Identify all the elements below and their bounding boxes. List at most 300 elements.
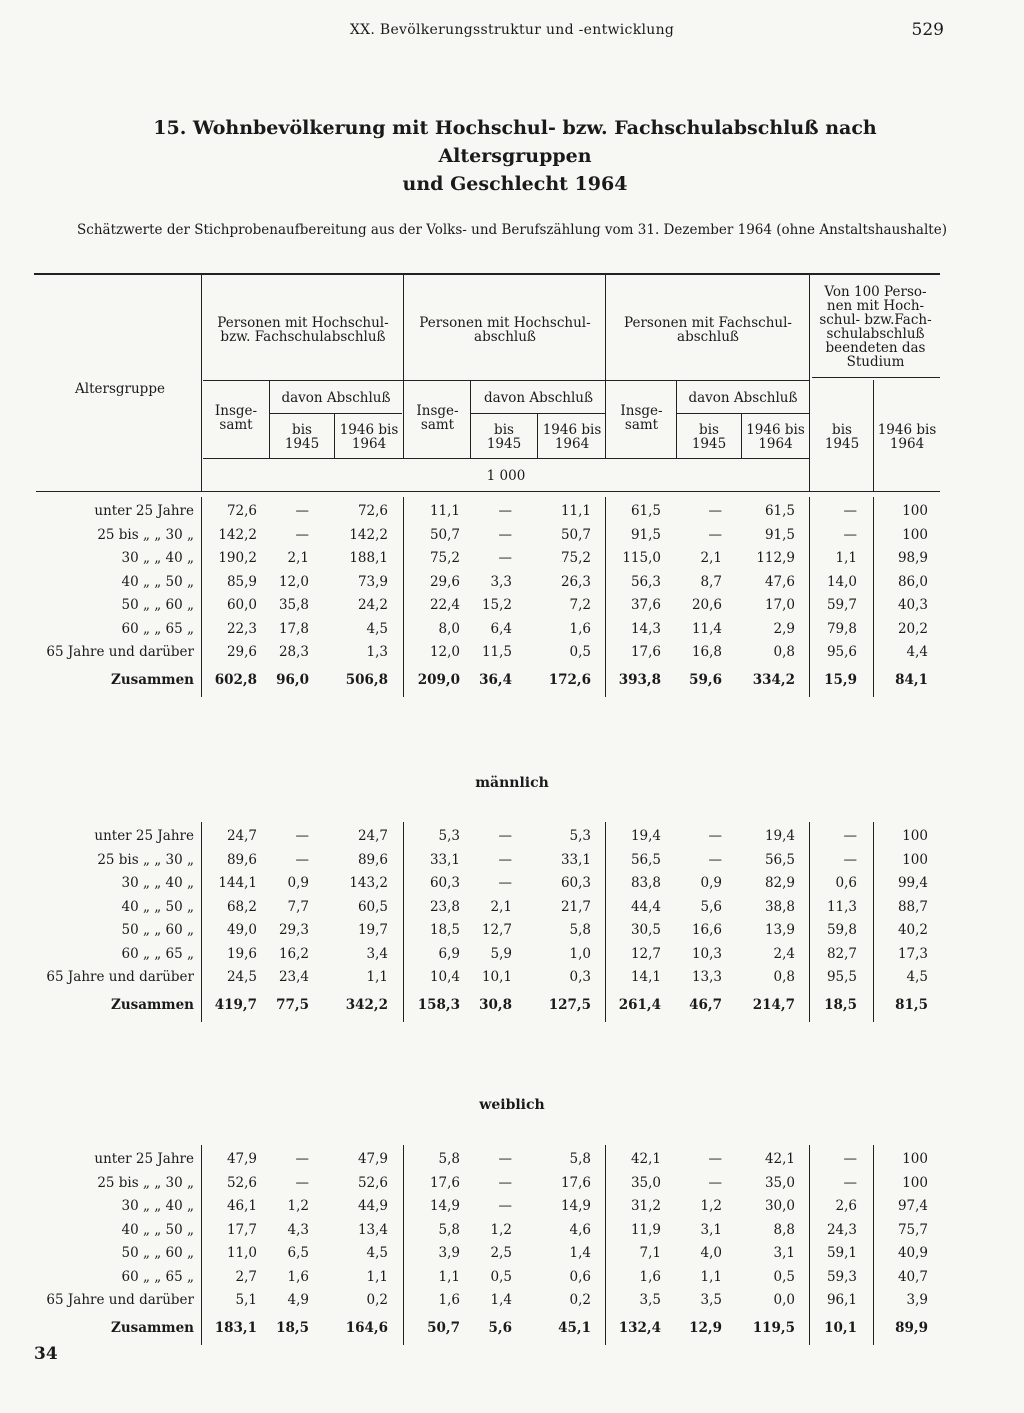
table-row: [0, 922, 1024, 944]
table-subtitle: Schätzwerte der Stichprobenaufbereitung aus der Volks- und Berufszählung vom 31. Dezember 1964 (ohne Anstaltshaushalte): [77, 222, 947, 238]
header-text: Personen mit Hochschul-: [419, 315, 591, 331]
header-text: bis: [494, 422, 514, 438]
table-cell: 56,5: [764, 851, 795, 868]
table-cell: 19,6: [226, 945, 257, 962]
header-text: 1946 bis: [877, 422, 937, 438]
column-rule: [873, 497, 874, 697]
table-cell: 11,9: [630, 1221, 661, 1238]
table-cell: 49,0: [226, 922, 257, 938]
table-cell: 2,1: [287, 550, 309, 566]
table-cell: 44,9: [357, 1198, 388, 1214]
row-label: 50 „ „ 60 „: [121, 597, 194, 613]
table-row: [0, 1245, 1024, 1267]
table-cell: 0,2: [366, 1292, 388, 1308]
table-cell: 61,5: [630, 503, 661, 519]
table-cell: 7,2: [569, 597, 591, 613]
column-rule: [201, 1145, 202, 1345]
row-label: 30 „ „ 40 „: [121, 550, 194, 566]
table-cell: 17,0: [764, 597, 795, 613]
running-head: XX. Bevölkerungsstruktur und -entwicklung: [349, 22, 675, 38]
table-cell: 112,9: [756, 550, 795, 566]
table-cell: 0,8: [773, 644, 795, 660]
header-text: bis: [699, 422, 719, 438]
row-label: 30 „ „ 40 „: [121, 1198, 194, 1214]
table-row: [0, 574, 1024, 596]
table-cell: 37,6: [630, 597, 661, 613]
table-cell: 97,4: [897, 1198, 928, 1214]
table-cell: 14,0: [826, 573, 857, 590]
table-cell: 1,2: [490, 1221, 512, 1238]
table-cell: 20,2: [897, 620, 928, 637]
table-cell: 14,3: [630, 620, 661, 637]
table-cell: —: [295, 828, 309, 844]
table-cell: 82,9: [764, 875, 795, 891]
table-cell: 17,6: [429, 1174, 460, 1191]
table-cell: 3,9: [906, 1292, 928, 1308]
table-cell: 21,7: [560, 898, 591, 915]
table-cell: 52,6: [226, 1174, 257, 1191]
table-cell: 0,2: [569, 1292, 591, 1308]
table-cell: 15,9: [824, 671, 857, 688]
table-row: [0, 969, 1024, 991]
table-cell: 1,1: [366, 1268, 388, 1285]
table-cell: 4,0: [700, 1245, 722, 1261]
table-row: [0, 946, 1024, 968]
table-cell: 4,5: [906, 969, 928, 985]
table-cell: 73,9: [357, 573, 388, 590]
table-row: [0, 1269, 1024, 1291]
table-cell: 17,6: [630, 644, 661, 660]
table-cell: 0,3: [569, 969, 591, 985]
table-cell: 100: [902, 526, 928, 543]
column-rule: [873, 822, 874, 1022]
table-cell: 4,5: [366, 1245, 388, 1261]
table-cell: 342,2: [345, 996, 388, 1013]
table-cell: 2,7: [235, 1268, 257, 1285]
header-insgesamt-2: [405, 404, 470, 432]
table-cell: 0,6: [569, 1268, 591, 1285]
header-top-rule: [34, 273, 940, 275]
table-cell: 11,1: [429, 503, 460, 519]
table-cell: 0,5: [773, 1268, 795, 1285]
table-cell: 13,9: [764, 922, 795, 938]
table-row: [0, 1198, 1024, 1220]
table-cell: 44,4: [630, 898, 661, 915]
header-text: samt: [219, 417, 253, 433]
table-cell: 143,2: [349, 875, 388, 891]
table-cell: 30,0: [764, 1198, 795, 1214]
table-cell: 6,9: [438, 945, 460, 962]
table-cell: 11,5: [481, 644, 512, 660]
table-cell: —: [295, 1151, 309, 1167]
table-cell: —: [843, 503, 857, 519]
table-cell: 100: [902, 828, 928, 844]
row-label: 25 bis „ „ 30 „: [97, 526, 194, 543]
table-cell: 59,6: [689, 671, 722, 688]
row-label: 60 „ „ 65 „: [121, 945, 194, 962]
davon-rule-3: [677, 413, 809, 414]
table-cell: 1,1: [438, 1268, 460, 1285]
header-text: Insge-: [214, 403, 258, 419]
header-bis1945: [677, 423, 741, 451]
table-cell: 23,8: [429, 898, 460, 915]
table-cell: 72,6: [226, 503, 257, 519]
table-cell: 115,0: [622, 550, 661, 566]
table-cell: 142,2: [218, 526, 257, 543]
table-cell: 1,6: [639, 1268, 661, 1285]
table-cell: 0,0: [773, 1292, 795, 1308]
table-cell: 24,7: [357, 828, 388, 844]
table-cell: 2,1: [700, 550, 722, 566]
table-cell: 28,3: [278, 644, 309, 660]
table-cell: 5,6: [488, 1319, 512, 1336]
table-row: [0, 527, 1024, 549]
table-cell: 77,5: [276, 996, 309, 1013]
column-rule: [873, 1145, 874, 1345]
table-cell: 13,3: [691, 969, 722, 985]
table-cell: 5,8: [438, 1221, 460, 1238]
table-cell: 12,0: [429, 644, 460, 660]
table-cell: 75,7: [897, 1221, 928, 1238]
table-cell: —: [843, 828, 857, 844]
header-text: 1964: [351, 436, 387, 452]
row-label: 65 Jahre und darüber: [46, 644, 194, 660]
table-cell: 29,6: [226, 644, 257, 660]
row-label: 40 „ „ 50 „: [121, 573, 194, 590]
table-cell: —: [295, 503, 309, 519]
table-cell: 5,9: [490, 945, 512, 962]
header-text: Von 100 Perso-: [824, 284, 927, 300]
header-davon-1: davon Abschluß: [281, 390, 391, 406]
table-cell: 132,4: [618, 1319, 661, 1336]
table-cell: 209,0: [417, 671, 460, 688]
row-label: 50 „ „ 60 „: [121, 1245, 194, 1261]
total-row: [0, 997, 1024, 1019]
table-cell: 89,9: [895, 1319, 928, 1336]
header-bis1945: [471, 423, 537, 451]
header-unit: 1 000: [486, 468, 526, 484]
table-cell: 56,3: [630, 573, 661, 590]
row-label: 60 „ „ 65 „: [121, 1268, 194, 1285]
table-cell: 79,8: [826, 620, 857, 637]
column-rule: [403, 497, 404, 697]
table-cell: 50,7: [429, 526, 460, 543]
table-cell: 96,0: [276, 671, 309, 688]
row-label: unter 25 Jahre: [94, 503, 194, 519]
table-cell: 172,6: [548, 671, 591, 688]
table-cell: 11,4: [691, 620, 722, 637]
header-text: 1945: [284, 436, 320, 452]
table-cell: 42,1: [630, 1151, 661, 1167]
table-cell: 24,7: [226, 828, 257, 844]
table-cell: 8,7: [700, 573, 722, 590]
table-row: [0, 1151, 1024, 1173]
column-rule: [605, 497, 606, 697]
table-cell: 1,3: [366, 644, 388, 660]
table-cell: 16,6: [691, 922, 722, 938]
table-cell: —: [498, 851, 512, 868]
table-cell: 5,3: [438, 828, 460, 844]
table-cell: 68,2: [226, 898, 257, 915]
header-text: 1964: [758, 436, 793, 452]
table-cell: 56,5: [630, 851, 661, 868]
table-cell: 33,1: [560, 851, 591, 868]
table-cell: 14,1: [630, 969, 661, 985]
table-cell: 47,9: [226, 1151, 257, 1167]
total-row: [0, 1320, 1024, 1342]
header-insgesamt-1: [203, 404, 269, 432]
column-rule: [809, 822, 810, 1022]
table-cell: 15,2: [481, 597, 512, 613]
table-cell: 1,6: [438, 1292, 460, 1308]
header-text: bis: [292, 422, 312, 438]
table-cell: 46,1: [226, 1198, 257, 1214]
table-cell: 84,1: [895, 671, 928, 688]
header-text: 1964: [889, 436, 925, 452]
table-cell: 38,8: [764, 898, 795, 915]
table-cell: 393,8: [618, 671, 661, 688]
table-cell: 18,5: [276, 1319, 309, 1336]
table-cell: 5,1: [235, 1292, 257, 1308]
header-bottom-rule: [36, 491, 940, 492]
table-cell: 23,4: [278, 969, 309, 985]
column-rule: [809, 497, 810, 697]
table-cell: 47,9: [357, 1151, 388, 1167]
header-text: samt: [420, 417, 455, 433]
row-label: Zusammen: [111, 1319, 194, 1336]
table-cell: 24,3: [826, 1221, 857, 1238]
table-cell: 50,7: [427, 1319, 460, 1336]
row-label: 25 bis „ „ 30 „: [97, 851, 194, 868]
table-cell: 14,9: [560, 1198, 591, 1214]
table-cell: 22,3: [226, 620, 257, 637]
table-cell: 3,5: [639, 1292, 661, 1308]
table-cell: —: [498, 875, 512, 891]
header-altersgruppe: Altersgruppe: [75, 381, 165, 397]
table-cell: 1,1: [700, 1268, 722, 1285]
section-label: männlich: [475, 775, 549, 791]
table-cell: 142,2: [349, 526, 388, 543]
table-cell: 261,4: [618, 996, 661, 1013]
table-cell: 26,3: [560, 573, 591, 590]
table-cell: 12,7: [481, 922, 512, 938]
header-text: Insge-: [416, 403, 459, 419]
header-vline: [201, 275, 202, 491]
column-rule: [403, 1145, 404, 1345]
table-cell: —: [498, 1198, 512, 1214]
table-cell: 17,3: [897, 945, 928, 962]
row-label: 40 „ „ 50 „: [121, 1221, 194, 1238]
table-cell: 3,1: [700, 1221, 722, 1238]
table-cell: 45,1: [558, 1319, 591, 1336]
table-cell: 35,0: [630, 1174, 661, 1191]
header-vline: [403, 275, 404, 458]
row-label: 30 „ „ 40 „: [121, 875, 194, 891]
table-cell: 95,6: [826, 644, 857, 660]
table-cell: 20,6: [691, 597, 722, 613]
table-cell: 0,8: [773, 969, 795, 985]
table-cell: 1,6: [569, 620, 591, 637]
total-row: [0, 672, 1024, 694]
table-cell: 6,5: [287, 1245, 309, 1261]
table-cell: 10,3: [691, 945, 722, 962]
table-cell: 11,3: [826, 898, 857, 915]
header-text: Insge-: [620, 403, 663, 419]
table-cell: 3,5: [700, 1292, 722, 1308]
table-cell: 419,7: [214, 996, 257, 1013]
header-text: 1945: [486, 436, 522, 452]
table-cell: 3,4: [366, 945, 388, 962]
table-cell: 98,9: [897, 550, 928, 566]
table-cell: 0,6: [835, 875, 857, 891]
table-cell: 17,8: [278, 620, 309, 637]
table-cell: —: [708, 1174, 722, 1191]
table-cell: 13,4: [357, 1221, 388, 1238]
table-cell: 17,7: [226, 1221, 257, 1238]
header-text: nen mit Hoch-: [826, 298, 925, 314]
table-cell: 6,4: [490, 620, 512, 637]
table-cell: 59,8: [826, 922, 857, 938]
table-cell: 0,9: [287, 875, 309, 891]
table-cell: 2,5: [490, 1245, 512, 1261]
table-cell: 14,9: [429, 1198, 460, 1214]
table-cell: 5,8: [569, 922, 591, 938]
header-text: schul- bzw.Fach-: [819, 312, 932, 328]
table-cell: 29,6: [429, 573, 460, 590]
table-cell: 334,2: [752, 671, 795, 688]
table-cell: 12,7: [630, 945, 661, 962]
table-cell: —: [708, 828, 722, 844]
table-cell: 8,8: [773, 1221, 795, 1238]
table-cell: 0,5: [490, 1268, 512, 1285]
folio-number: 34: [34, 1344, 58, 1364]
header-text: 1945: [691, 436, 727, 452]
table-cell: 40,9: [897, 1245, 928, 1261]
table-cell: 40,3: [897, 597, 928, 613]
table-row: [0, 1292, 1024, 1314]
table-cell: 31,2: [630, 1198, 661, 1214]
table-cell: 1,2: [700, 1198, 722, 1214]
table-cell: —: [295, 526, 309, 543]
table-row: [0, 875, 1024, 897]
table-cell: —: [708, 851, 722, 868]
table-row: [0, 1222, 1024, 1244]
table-cell: 602,8: [214, 671, 257, 688]
section-label: weiblich: [479, 1097, 545, 1113]
column-rule: [201, 822, 202, 1022]
table-cell: 60,3: [429, 875, 460, 891]
table-cell: 506,8: [345, 671, 388, 688]
table-cell: 35,0: [764, 1174, 795, 1191]
table-cell: 89,6: [357, 851, 388, 868]
table-cell: 59,3: [826, 1268, 857, 1285]
table-cell: 75,2: [560, 550, 591, 566]
header-text: 1964: [554, 436, 590, 452]
header-bis1945: [270, 423, 334, 451]
table-cell: 83,8: [630, 875, 661, 891]
table-cell: 59,7: [826, 597, 857, 613]
header-bis1964: [335, 423, 403, 451]
header-text: Studium: [846, 354, 905, 370]
row-label: 65 Jahre und darüber: [46, 1292, 194, 1308]
table-cell: 60,3: [560, 875, 591, 891]
table-cell: —: [843, 526, 857, 543]
header-text: beendeten das: [825, 340, 926, 356]
table-cell: 99,4: [897, 875, 928, 891]
table-cell: 12,9: [689, 1319, 722, 1336]
table-cell: 33,1: [429, 851, 460, 868]
table-cell: 1,6: [287, 1268, 309, 1285]
table-cell: 188,1: [349, 550, 388, 566]
table-cell: —: [843, 1174, 857, 1191]
header-davon-2: davon Abschluß: [483, 390, 594, 406]
table-cell: 5,6: [700, 898, 722, 915]
table-cell: 183,1: [214, 1319, 257, 1336]
table-cell: 86,0: [897, 573, 928, 590]
table-cell: 85,9: [226, 573, 257, 590]
header-bis1945: [811, 423, 873, 451]
table-cell: 100: [902, 851, 928, 868]
table-cell: 52,6: [357, 1174, 388, 1191]
table-cell: 24,2: [357, 597, 388, 613]
table-cell: —: [498, 1151, 512, 1167]
table-cell: 5,3: [569, 828, 591, 844]
table-row: [0, 621, 1024, 643]
header-group-3: [607, 316, 809, 344]
header-mid-rule: [203, 380, 809, 381]
header-text: abschluß: [474, 329, 536, 345]
header-text: bzw. Fachschulabschluß: [220, 329, 386, 345]
table-cell: —: [708, 503, 722, 519]
table-cell: 11,0: [226, 1245, 257, 1261]
table-cell: 4,5: [366, 620, 388, 637]
table-cell: 40,7: [897, 1268, 928, 1285]
table-row: [0, 852, 1024, 874]
table-cell: 1,1: [835, 550, 857, 566]
table-cell: 7,7: [287, 898, 309, 915]
table-cell: 127,5: [548, 996, 591, 1013]
table-cell: 1,2: [287, 1198, 309, 1214]
table-cell: 1,4: [569, 1245, 591, 1261]
header-davon-3: davon Abschluß: [688, 390, 798, 406]
table-cell: 91,5: [764, 526, 795, 543]
table-cell: 5,8: [438, 1151, 460, 1167]
table-cell: 29,3: [278, 922, 309, 938]
table-cell: 4,6: [569, 1221, 591, 1238]
row-label: Zusammen: [111, 996, 194, 1013]
header-group-1: [203, 316, 403, 344]
table-row: [0, 899, 1024, 921]
table-cell: 17,6: [560, 1174, 591, 1191]
table-cell: 89,6: [226, 851, 257, 868]
header-text: 1946 bis: [542, 422, 602, 438]
header-text: 1945: [824, 436, 860, 452]
table-cell: 1,1: [366, 969, 388, 985]
unit-rule: [203, 458, 809, 459]
table-cell: 7,1: [639, 1245, 661, 1261]
header-text: Personen mit Hochschul-: [217, 315, 389, 331]
table-cell: 59,1: [826, 1245, 857, 1261]
table-cell: —: [498, 503, 512, 519]
table-cell: 91,5: [630, 526, 661, 543]
table-cell: 47,6: [764, 573, 795, 590]
table-row: [0, 828, 1024, 850]
table-row: [0, 550, 1024, 572]
table-cell: —: [843, 851, 857, 868]
header-bis1964: [538, 423, 606, 451]
table-cell: 100: [902, 503, 928, 519]
table-cell: 10,1: [481, 969, 512, 985]
